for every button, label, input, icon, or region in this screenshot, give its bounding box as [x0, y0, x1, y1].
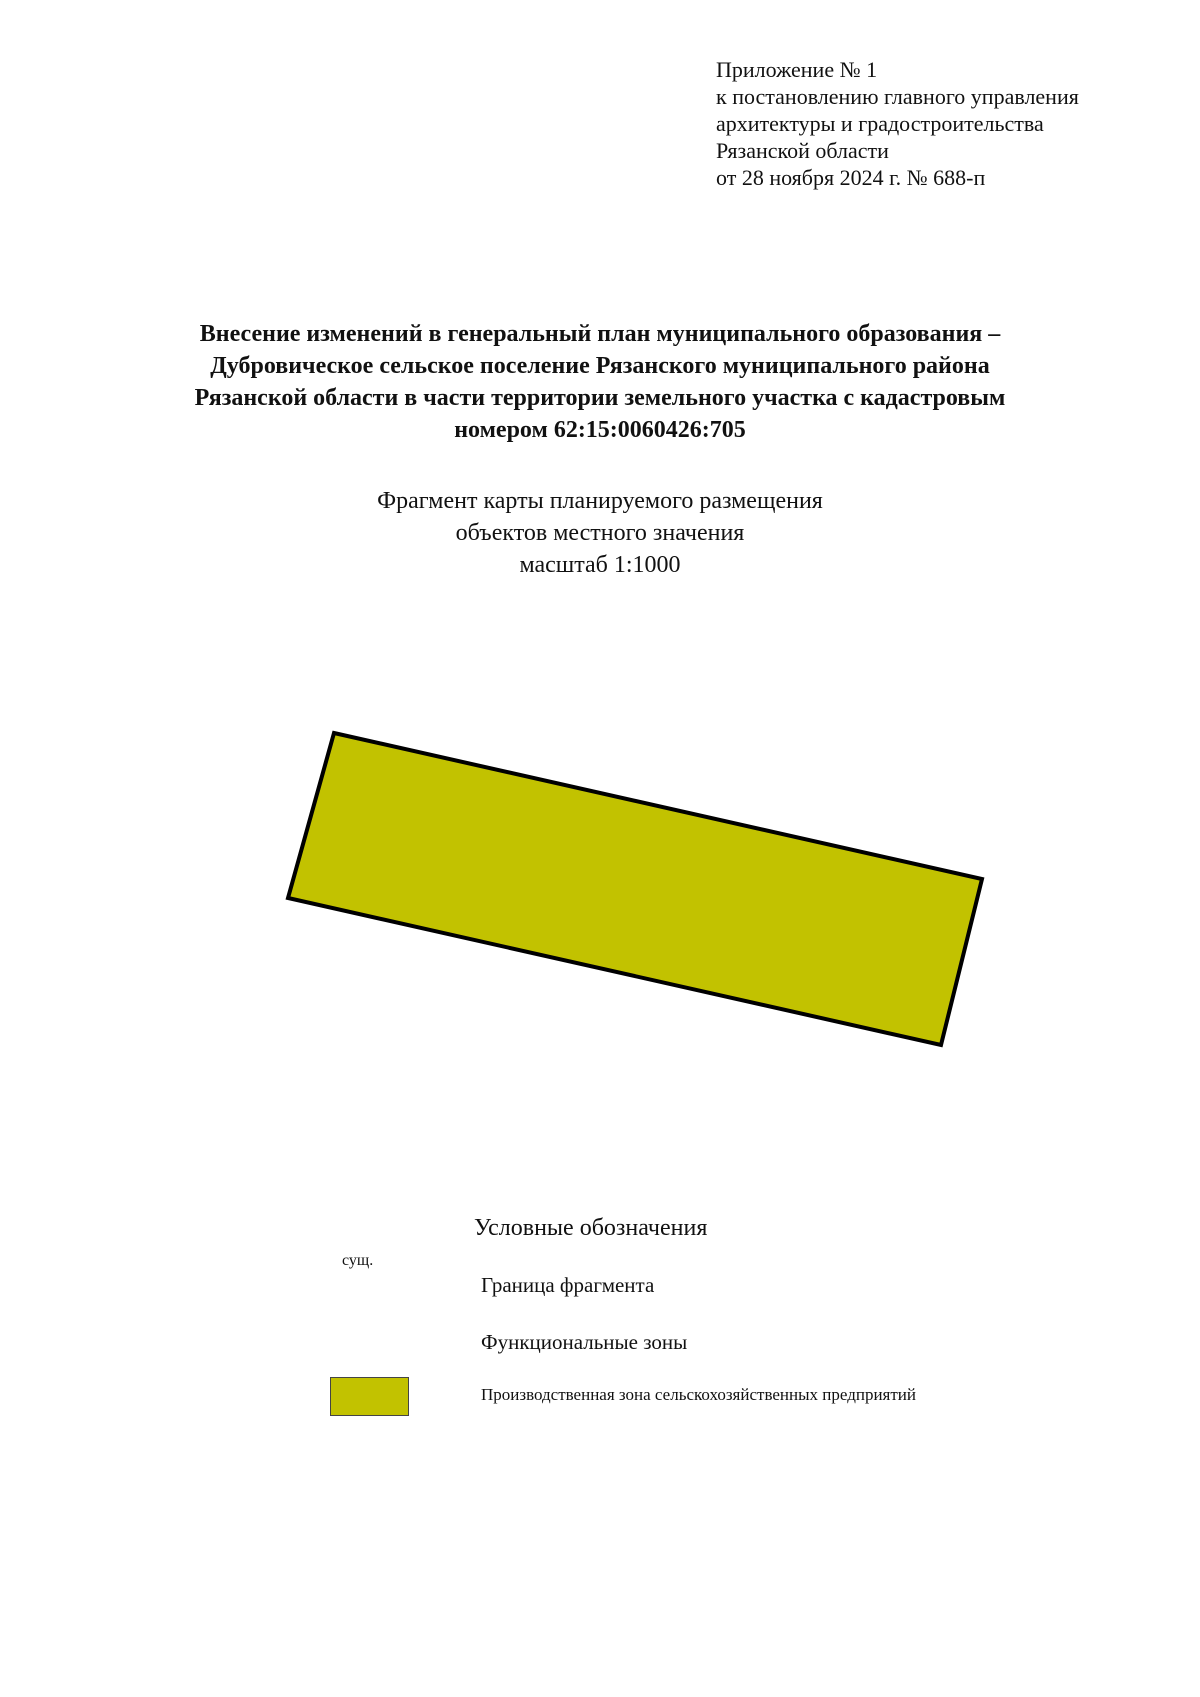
- appendix-line: Рязанской области: [716, 138, 889, 163]
- map-subtitle: [200, 485, 1000, 581]
- legend-zone-label: Производственная зона сельскохозяйственных предприятий: [481, 1385, 916, 1404]
- appendix-block: [716, 56, 1079, 191]
- map-canvas: [0, 700, 1200, 1080]
- legend-existing-label: сущ.: [342, 1252, 374, 1269]
- scale-line: масштаб 1:1000: [519, 552, 681, 578]
- subtitle-line: объектов местного значения: [455, 520, 745, 546]
- map-fragment: [0, 700, 1200, 1080]
- title-line: Дубровическое сельское поселение Рязанского муниципального района: [210, 353, 990, 379]
- legend-boundary-label: Граница фрагмента: [481, 1273, 655, 1297]
- subtitle-line: Фрагмент карты планируемого размещения: [377, 488, 823, 514]
- appendix-line: Приложение № 1: [716, 57, 878, 82]
- appendix-line: от 28 ноября 2024 г. № 688-п: [716, 165, 986, 190]
- appendix-line: архитектуры и градостроительства: [716, 111, 1044, 136]
- title-line: Рязанской области в части территории земельного участка с кадастровым: [194, 385, 1006, 411]
- agricultural-production-zone-polygon: [288, 733, 982, 1045]
- legend-title: Условные обозначения: [474, 1215, 708, 1241]
- appendix-line: к постановлению главного управления: [716, 84, 1079, 109]
- title-line: Внесение изменений в генеральный план муниципального образования –: [199, 321, 1001, 347]
- legend-zones-heading: Функциональные зоны: [481, 1330, 688, 1354]
- document-title: [100, 318, 1100, 446]
- legend-zone-swatch: [330, 1377, 409, 1416]
- title-line: номером 62:15:0060426:705: [454, 417, 746, 443]
